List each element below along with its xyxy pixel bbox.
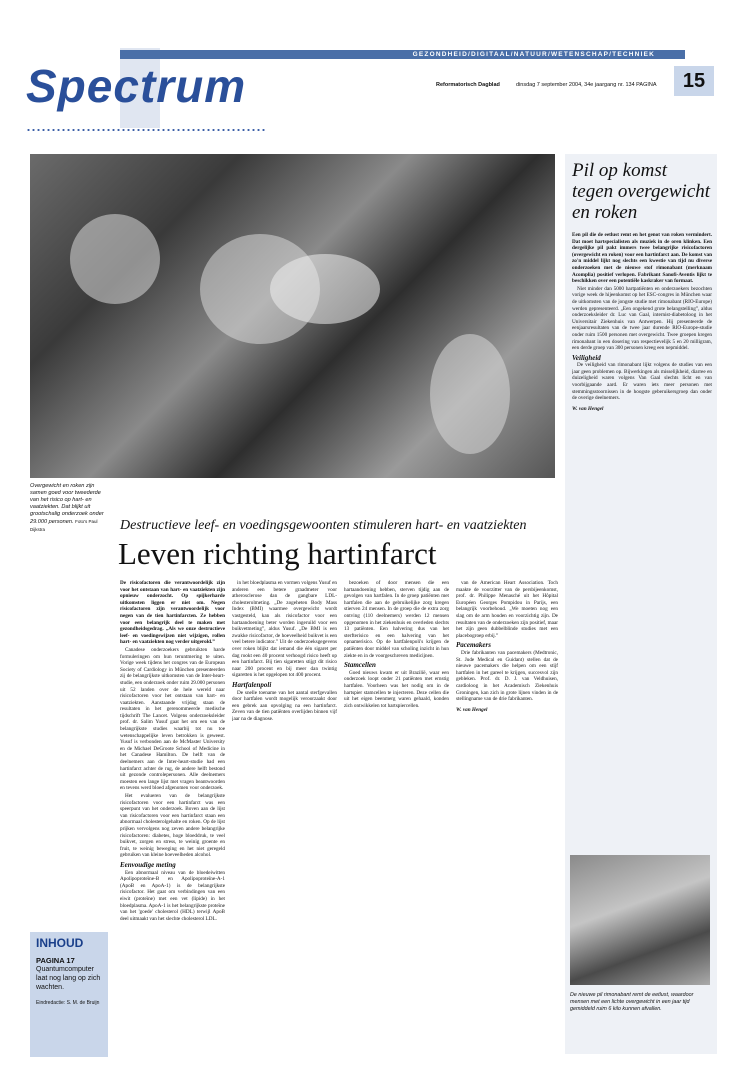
article-paragraph: van de American Heart Association. Toch maakte de voorzitter van de persbijeenkomst, prof. dr. Philippe Menasché uit het Hôpital Européen Georges Pompidou in Parijs, een belangrijk voorbehoud. „We moeten nog een slag om de arm houden en voorzichtig zijn. De resultaten van de onderzoeken zijn positief, maar het zijn geen dubbelblinde studies met een placebogroep erbij.” [456,580,558,639]
page-title: Spectrum [26,60,247,112]
article-headline: Leven richting hartinfarct [118,536,437,571]
author-signature: W. van Hengel [456,706,488,713]
article-paragraph: in het bloedplasma en vormen volgens Yusuf en anderen een betere graadmeter voor atherosclerose dan de gangbare LDL-cholesterolmeting. „De zogeheten Body Mass Index (BMI) waarmee overgewicht wordt vastgesteld, kan als risicofactor voor een hartaandoening beter worden ingeruild voor een buikvetmeting”, aldus Yusuf. „De BMI is een zwakke risicofactor, de hoeveelheid buikvet is een veel betere indicator.” Uit de onderzoeksgegevens over roken blijkt dat iemand die één sigaret per dag rookt een 40 procent verhoogd risico heeft op een hartinfarct. Bij tien sigaretten stijgt dit risico naar 200 procent en bij meer dan twintig sigaretten is het opgelopen tot 400 procent. [232,580,337,679]
contents-title: INHOUD [36,936,84,950]
author-signature: W. van Hengel [572,405,604,412]
sidebar-title: Pil op komst tegen overgewicht en roken [572,160,711,223]
article-paragraph: Een abnormaal niveau van de bloedeiwitten Apolipoproteïne-B en Apolipoproteïne-A-1 (ApoB en ApoA-1) is de belangrijkste risicofactor. Het gaat om verbindingen van een eiwit (proteïne) met een vet (lipide) in het bloedplasma. ApoA-1 is het belangrijkste proteïne van het 'goede' cholesterol (HDL) terwijl ApoB deel uitmaakt van het slechte cholesterol LDL. [120,869,225,922]
photo-caption [30,483,110,534]
article-paragraph: Drie fabrikanten van pacemakers (Medtronic, St. Jude Medical en Guidant) stellen dat de nieuwe pacemakers die helpen om een stijf hartfalen in het gareel te krijgen, succesvol zijn gebleken. Prof. dr. D. J. van Veldhuisen, cardioloog in het Academisch Ziekenhuis Groningen, kan zich in grote lijnen vinden in de stellingname van de drie fabrikanten. [456,649,558,703]
subheading: Veiligheid [572,353,601,362]
article-paragraph: Goed nieuws kwam er uit Brazilië, waar een onderzoek loopt onder 21 patiënten met ernstig hartfalen. Voorheen was het nodig om in de hartspier stamcellen te injecteren. Deze cellen die uit het eigen beenmerg waren gehaald, konden zich ontwikkelen tot hartspiercellen. [344,669,449,709]
subheading: Stamcellen [344,661,376,670]
article-column-2 [232,580,337,1052]
article-column-4 [456,580,558,1052]
article-paragraph: Canadese onderzoekers gebruikten harde formuleringen om hun teruntmering te uiten. Vorige week tijdens het congres van de European Society of Cardiology in München presenteerden zij de belangrijkste uitkomsten van de Inter-heart-studie, een onderzoek onder ruim 29.000 personen uit 52 landen over de hele wereld naar risicofactoren voor het ontstaan van hart- en vaatziekten. Aanstaande vrijdag staan de resultaten in het gerenommeerde medische tijdschrift The Lancet. Volgens onderzoeksleider prof. dr. Salim Yusuf gaat het om een van de belangrijkste studies waarbij tot nu toe wetenschappelijke leven betrokken is geweest. Yusuf is verbonden aan de McMaster University en de Michael DeGroote School of Medicine in het Canadese Hamilton. De helft van de deelnemers aan de Inter-heart-studie had een hartinfarct achter de rug, de andere helft bestond uit gezonde controlepersonen. Alle deelnemers moesten een lange lijst met vragen beantwoorden en tevens werd bloed afgenomen voor onderzoek. [120,646,225,792]
main-photo [30,154,555,478]
dateline: dinsdag 7 september 2004, 34e jaargang nr. 134 PAGINA [516,82,657,88]
sidebar-caption: De nieuwe pil rimonabant remt de eetlust, waardoor mensen met een lichte overgewicht in een jaar tijd gemiddeld ruim 6 kilo kunnen afvallen. [570,992,694,1012]
sidebar-paragraph: De veiligheid van rimonabant lijkt volgens de studies van een jaar geen problemen op. Bijwerkingen als misselijkheid, diarree en duizeligheid waren volgens Van Gaal slechts licht en van voorbijgaande aard. Er waren iets meer personen met stemmingsstoornissen in de hoogste geberuikersgroep dan onder de overige deelnemers. [572,362,712,402]
article-column-1 [120,580,225,1052]
sidebar-column [572,232,712,847]
contents-description: Quantumcomputer laat nog lang op zich wachten. [36,966,101,991]
sidebar-paragraph: Niet minder dan 5000 hartpatiënten en onderzoekers bezochten vorige week de hijeenkomst op het ESC-congres in München waar de uitkomsten van de jongste studie met rimonabant (RIO-Europe) werden gepresenteerd. „Een ongekend grote belangstelling”, aldus onderzoeksleider dr. Luc van Gaal, internist-diabetoloog in het Universitair Ziekenhuis van Antwerpen. Hij presenteerde de eenjaarsresultaten van de twee jaar durende RIO-Europe-studie onder ruim 1500 personen met overgewicht. Twee groepen kregen rimonabant in een dosering van respectievelijk 5 en 20 milligram, een derde groep van 300 personen kreeg een nepmiddel. [572,285,712,352]
photo-figure [430,334,510,454]
sidebar-photo [570,855,710,985]
article-paragraph: bezoeken of door mensen die een hartaandoening hebben, sterven tijdig aan de gevolgen van hartfalen. In de groep patiënten met hartfalen die aan de gebruikelijke zorg kregen stierven 24 mensen. In de groep die de extra zorg ontving (110 deelnemers) werden 12 mensen opgenomen in het ziekenhuis en overleden slechts 13 patiënten. Een halvering dus van het sterfterisico en een halvering van het opnamerisico. Op de hartfalenpoli's krijgen de patiënten door middel van scholing inzicht in hun ziekte en in de voorgeschreven medicijnen. [344,580,449,659]
article-lead: De risicofactoren die verantwoordelijk zijn voor het ontstaan van hart- en vaatziekten zijn opnieuw onderzocht. Op spijkerharde uitkomsten liggen er niet om. Negen risicofactoren zijn verantwoordelijk voor negen van de tien hartinfarcten. Ze hebben voor een belangrijk deel te maken met gezondheidsgedrag. „Als we onze destructieve leef- en voedingswijzen niet wijzigen, rollen hart- en vaatziekten nog verder uitgerold.” [120,580,225,646]
contents-editor: Eindredactie: S. M. de Bruijn [36,1000,100,1006]
contents-box [30,932,108,1057]
dotted-divider [26,128,266,132]
article-paragraph: Het evalueren van de belangrijkste risicofactoren voor een hartinfarct was een speerpunt van het onderzoek. Boven aan de lijst van risicofactoren voor een hartinfarct staan een abnormaal cholesterolgehalte en roken. Op de lijst prijken vervolgens nog zeven andere belangrijke risicofactoren: diabetes, hoge bloeddruk, te veel buikvet, zorgen en stress, te weinig groente en fruit, te weinig beweging en het niet geregeld gebruiken van kleine hoeveelheden alcohol. [120,793,225,859]
publisher-name: Reformatorisch Dagblad [436,82,500,88]
page-number: 15 [674,66,714,96]
photo-credit: Foto's Paul Dijkstra [30,519,98,532]
article-kicker: Destructieve leef- en voedingsgewoonten stimuleren hart- en vaatziekten [120,518,527,533]
article-paragraph: De snelle toename van het aantal sterfgevallen door hartfalen wordt mogelijk veroorzaakt door een gebrek aan opvolging na een hartinfarct. Zeven van de tien patiënten overlijden binnen vijf jaar na de diagnose. [232,689,337,722]
sidebar-lead: Een pil die de eetlust remt en het genot van roken vermindert. Dat moet hartspecialisten als muziek in de oren klinken. Een dergelijke pil pakt immers twee belangrijke risicofactoren (overgewicht en roken) voor een hartinfarct aan. De komst van zo'n middel lijkt nog slechts een kwestie van tijd nu diverse onderzoeken met de nieuwe stof rimonabant (merknaam Acomplia) positief verlopen. Fabrikant Sanofi-Aventis lijkt te beschikken over een potentiële kaskraker van formaat. [572,232,712,285]
subheading: Pacemakers [456,641,491,650]
caption-text: Overgewicht en roken zijn samen goed voor tweederde van het risico op hart- en vaatziekten. Dat blijkt uit grootschalig onderzoek onder 29.000 personen. [30,483,104,525]
article-column-3 [344,580,449,1052]
section-band-text: GEZONDHEID/DIGITAAL/NATUUR/WETENSCHAP/TECHNIEK [412,51,655,58]
photo-figure [70,214,160,304]
photo-figure [270,254,380,324]
subheading: Eenvoudige meting [120,860,176,869]
subheading: Hartfalenpoli [232,680,272,689]
contents-page: PAGINA 17 [36,956,75,965]
